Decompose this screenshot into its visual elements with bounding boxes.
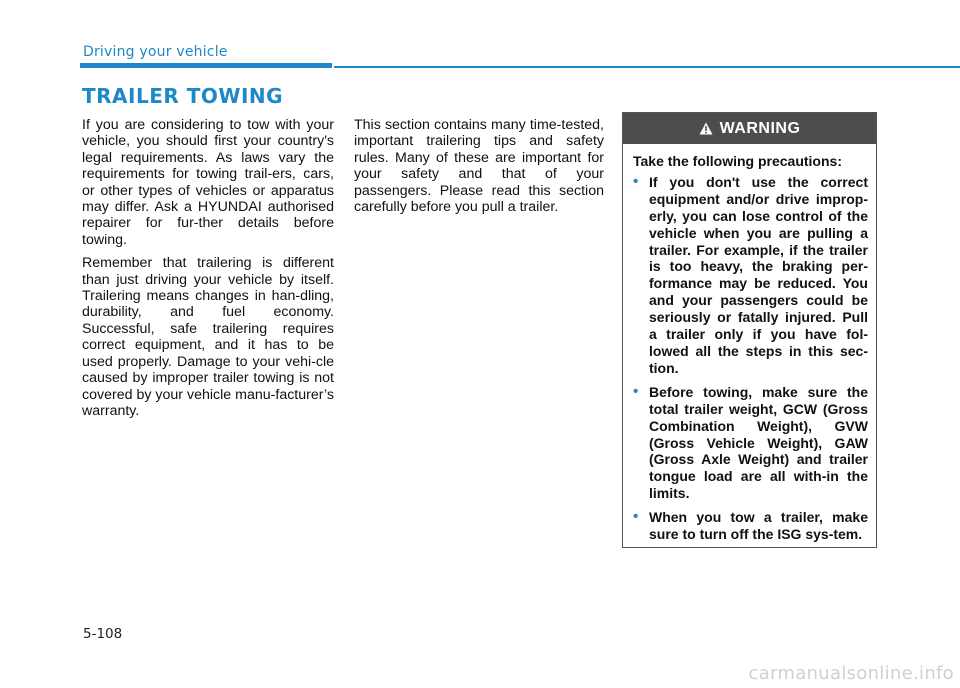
paragraph: Remember that trailering is different than just driving your vehicle by itself. Trailering means changes in han-dling, durability, and fuel economy. Successful, safe trailering requires correct equipment, and it has to be used properly. Damage to your vehi-cle caused by improper trailer towing is not covered by your vehicle manu-facturer’s warranty. — [82, 255, 334, 419]
text-column-middle — [354, 117, 604, 222]
warning-body — [623, 144, 876, 543]
page-title: TRAILER TOWING — [82, 84, 284, 108]
bullet-icon: • — [633, 382, 639, 400]
warning-triangle-icon — [699, 122, 713, 135]
paragraph: This section contains many time-tested, important trailering tips and safety rules. Many of these are important for your safety and that of your passengers. Please read this section carefully before you pull a trailer. — [354, 117, 604, 216]
paragraph: If you are considering to tow with your vehicle, you should first your country's legal requirements. As laws vary the requirements for towing trail-ers, cars, or other types of vehicles or apparatus may differ. Ask a HYUNDAI authorised repairer for fur-ther details before towing. — [82, 117, 334, 248]
warning-list-item — [633, 174, 868, 377]
warning-item-text: When you tow a trailer, make sure to turn off the ISG sys-tem. — [649, 509, 868, 543]
warning-label: WARNING — [719, 119, 801, 137]
warning-list — [633, 174, 868, 543]
header-rule-thin — [334, 66, 960, 68]
bullet-icon: • — [633, 508, 639, 526]
warning-list-item — [633, 509, 868, 543]
bullet-icon: • — [633, 172, 639, 190]
warning-header — [623, 113, 876, 144]
page-number: 5-108 — [83, 626, 123, 642]
watermark: carmanualsonline.info — [748, 663, 954, 684]
warning-intro: Take the following precautions: — [633, 153, 842, 169]
text-column-left — [82, 117, 334, 426]
section-label: Driving your vehicle — [83, 44, 228, 60]
warning-item-text: Before towing, make sure the total trailer weight, GCW (Gross Combination Weight), GVW (Gross Vehicle Weight), GAW (Gross Axle Weight) and trailer tongue load are all with-in the limits. — [649, 383, 868, 502]
warning-item-text: If you don't use the correct equipment and/or drive improp-erly, you can lose control of the vehicle when you are pulling a trailer. For example, if the trailer is too heavy, the braking per-formance may be reduced. You and your passengers could be seriously or fatally injured. Pull a trailer only if you have fol-lowed all the steps in this sec-tion. — [649, 173, 868, 376]
warning-box — [622, 112, 877, 548]
header-rule-thick — [80, 63, 332, 68]
warning-list-item — [633, 384, 868, 502]
